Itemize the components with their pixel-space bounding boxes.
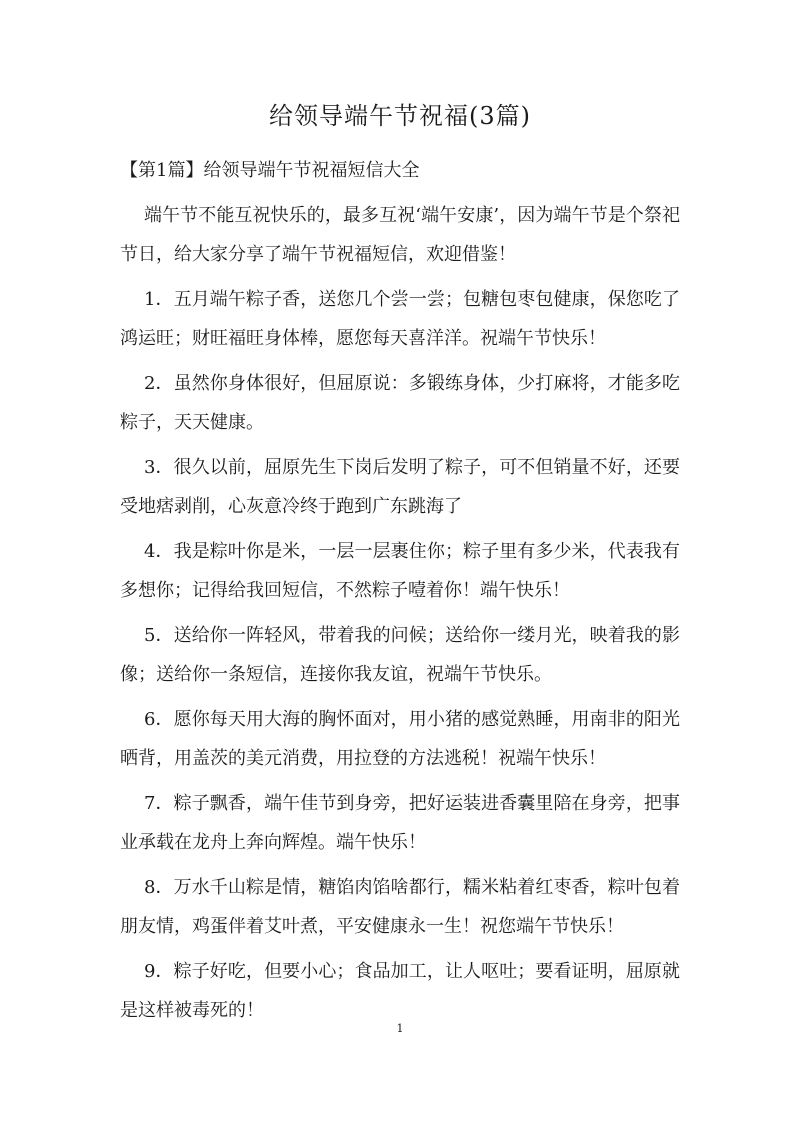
document-body (120, 196, 680, 1036)
intro-paragraph: 端午节不能互祝快乐的，最多互祝‘端午安康’，因为端午节是个祭祀节日，给大家分享了端午节祝福短信，欢迎借鉴！ (120, 205, 680, 265)
list-item: 6．愿你每天用大海的胸怀面对，用小猪的感觉熟睡，用南非的阳光晒背，用盖茨的美元消费，用拉登的方法逃税！祝端午快乐！ (120, 709, 680, 769)
list-item: 2．虽然你身体很好，但屈原说：多锻练身体，少打麻将，才能多吃粽子，天天健康。 (120, 373, 680, 433)
document-title: 给领导端午节祝福(3篇) (269, 102, 531, 130)
section-heading: 【第1篇】给领导端午节祝福短信大全 (120, 160, 420, 181)
page-number: 1 (396, 1022, 404, 1035)
list-item: 3．很久以前，屈原先生下岗后发明了粽子，可不但销量不好，还要受地痞剥削，心灰意冷终于跑到广东跳海了 (120, 457, 680, 517)
list-item: 5．送给你一阵轻风，带着我的问候；送给你一缕月光，映着我的影像；送给你一条短信，连接你我友谊，祝端午节快乐。 (120, 625, 680, 685)
list-item: 1．五月端午粽子香，送您几个尝一尝；包糖包枣包健康，保您吃了鸿运旺；财旺福旺身体棒，愿您每天喜洋洋。祝端午节快乐！ (120, 289, 680, 349)
list-item: 7．粽子飘香，端午佳节到身旁，把好运装进香囊里陪在身旁，把事业承载在龙舟上奔向辉煌。端午快乐！ (120, 793, 680, 853)
list-item: 9．粽子好吃，但要小心；食品加工，让人呕吐；要看证明，屈原就是这样被毒死的！ (120, 961, 680, 1021)
list-item: 4．我是粽叶你是米，一层一层裹住你；粽子里有多少米，代表我有多想你；记得给我回短信，不然粽子噎着你！端午快乐！ (120, 541, 680, 601)
list-item: 8．万水千山粽是情，糖馅肉馅啥都行，糯米粘着红枣香，粽叶包着朋友情，鸡蛋伴着艾叶煮，平安健康永一生！祝您端午节快乐！ (120, 877, 680, 937)
